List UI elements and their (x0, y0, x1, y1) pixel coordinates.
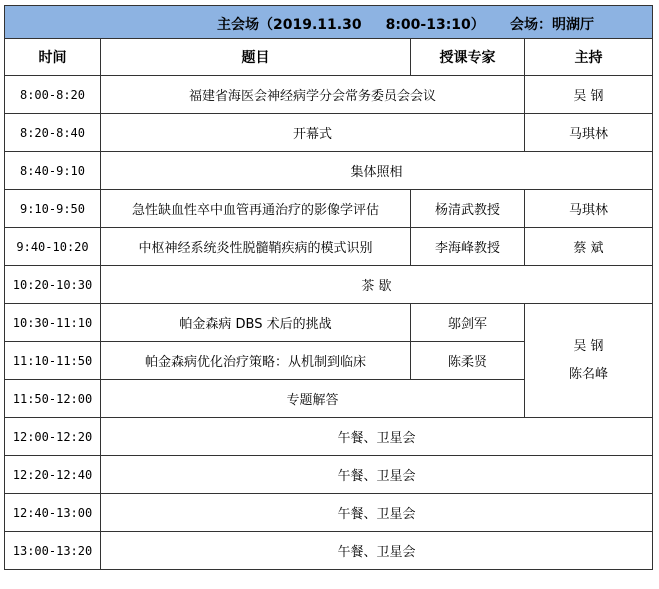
table-row (5, 190, 653, 228)
table-row (5, 76, 653, 114)
header-speaker: 授课专家 (411, 39, 525, 76)
topic-cell: 开幕式 (101, 114, 525, 152)
topic-cell: 午餐、卫星会 (101, 418, 653, 456)
host-cell: 吴 钢 (525, 76, 653, 114)
time-cell: 9:10-9:50 (5, 190, 101, 228)
time-cell: 11:50-12:00 (5, 380, 101, 418)
time-cell: 9:40-10:20 (5, 228, 101, 266)
table-row (5, 228, 653, 266)
topic-cell: 午餐、卫星会 (101, 494, 653, 532)
time-cell: 11:10-11:50 (5, 342, 101, 380)
speaker-cell: 李海峰教授 (411, 228, 525, 266)
time-cell: 8:40-9:10 (5, 152, 101, 190)
schedule-table (4, 5, 653, 570)
topic-cell: 急性缺血性卒中血管再通治疗的影像学评估 (101, 190, 411, 228)
table-row (5, 456, 653, 494)
time-cell: 12:20-12:40 (5, 456, 101, 494)
speaker-cell: 陈柔贤 (411, 342, 525, 380)
speaker-cell: 邬剑军 (411, 304, 525, 342)
host-name-1: 吴 钢 (573, 338, 604, 354)
time-cell: 8:00-8:20 (5, 76, 101, 114)
host-cell: 马琪林 (525, 114, 653, 152)
time-cell: 10:30-11:10 (5, 304, 101, 342)
table-header-row (5, 39, 653, 76)
header-host: 主持 (525, 39, 653, 76)
topic-cell: 帕金森病优化治疗策略：从机制到临床 (101, 342, 411, 380)
time-cell: 10:20-10:30 (5, 266, 101, 304)
host-cell: 蔡 斌 (525, 228, 653, 266)
host-name-2: 陈名峰 (568, 366, 608, 382)
table-row (5, 152, 653, 190)
topic-cell: 茶 歇 (101, 266, 653, 304)
topic-cell: 专题解答 (101, 380, 525, 418)
time-cell: 13:00-13:20 (5, 532, 101, 570)
session-banner (5, 6, 653, 39)
topic-cell: 福建省海医会神经病学分会常务委员会会议 (101, 76, 525, 114)
table-row (5, 418, 653, 456)
time-cell: 12:40-13:00 (5, 494, 101, 532)
session-title (217, 14, 485, 34)
table-row (5, 304, 653, 342)
table-row (5, 494, 653, 532)
topic-cell: 午餐、卫星会 (101, 532, 653, 570)
venue-label: 会场：明湖厅 (510, 17, 594, 33)
time-cell: 8:20-8:40 (5, 114, 101, 152)
table-row (5, 532, 653, 570)
topic-cell: 集体照相 (101, 152, 653, 190)
session-time: 8:00-13:10） (385, 17, 485, 33)
session-label: 主会场（2019.11.30 (217, 17, 362, 33)
speaker-cell: 杨清武教授 (411, 190, 525, 228)
header-topic: 题目 (101, 39, 411, 76)
table-row (5, 266, 653, 304)
session-banner-cell (5, 6, 653, 39)
topic-cell: 午餐、卫星会 (101, 456, 653, 494)
merged-host-cell (525, 304, 653, 418)
topic-cell: 中枢神经系统炎性脱髓鞘疾病的模式识别 (101, 228, 411, 266)
table-row (5, 114, 653, 152)
host-cell: 马琪林 (525, 190, 653, 228)
time-cell: 12:00-12:20 (5, 418, 101, 456)
topic-cell: 帕金森病 DBS 术后的挑战 (101, 304, 411, 342)
header-time: 时间 (5, 39, 101, 76)
